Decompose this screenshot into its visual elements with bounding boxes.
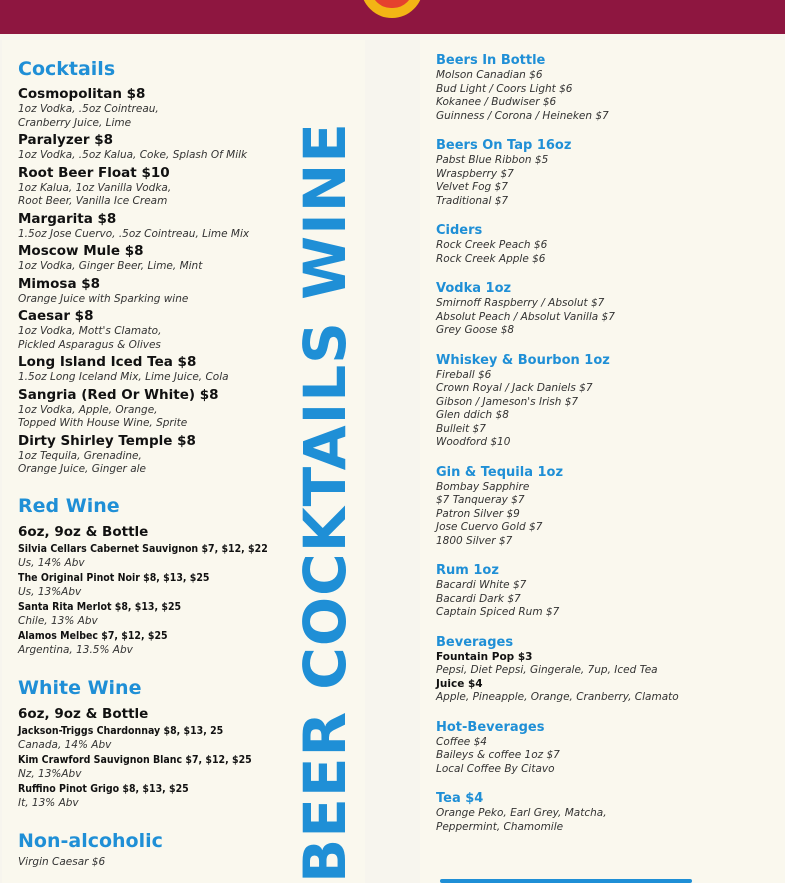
cocktail-item	[18, 211, 288, 242]
wine-name: Jackson-Triggs Chardonnay $8, $13, 25	[18, 724, 224, 737]
cocktail-name: Mimosa $8	[18, 275, 101, 292]
menu-line: $7 Tanqueray $7	[436, 494, 525, 506]
ciders-title: Ciders	[436, 223, 483, 238]
beers-tap-section	[436, 137, 781, 208]
menu-line: Crown Royal / Jack Daniels $7	[436, 382, 593, 394]
menu-line: Coffee $4	[436, 735, 487, 748]
menu-line: Smirnoff Raspberry / Absolut $7	[436, 297, 605, 309]
cocktail-name: Dirty Shirley Temple $8	[18, 432, 196, 449]
cocktail-item	[18, 308, 288, 352]
non-alcoholic-title: Non-alcoholic	[18, 829, 163, 852]
menu-line: Absolut Peach / Absolut Vanilla $7	[436, 310, 615, 323]
menu-line: Grey Goose $8	[436, 324, 515, 336]
juice-desc: Apple, Pineapple, Orange, Cranberry, Clamato	[436, 691, 679, 703]
wine-name: Ruffino Pinot Grigo $8, $13, $25	[18, 782, 189, 795]
red-wine-list	[18, 542, 288, 657]
cocktail-list	[18, 86, 288, 477]
cocktail-desc: Topped With House Wine, Sprite	[18, 417, 188, 429]
menu-line: Peppermint, Chamomile	[436, 820, 564, 833]
cocktail-item	[18, 243, 288, 274]
rum-list	[436, 579, 781, 620]
cocktail-item	[18, 165, 288, 209]
cocktail-name: Long Island Iced Tea $8	[18, 354, 197, 370]
wine-desc: Canada, 14% Abv	[18, 738, 112, 751]
menu-line: Glen ddich $8	[436, 409, 509, 421]
menu-line: Guinness / Corona / Heineken $7	[436, 109, 609, 122]
cocktail-desc: 1.5oz Jose Cuervo, .5oz Cointreau, Lime Mix	[18, 227, 250, 240]
cocktail-name: Caesar $8	[18, 308, 94, 324]
hot-beverages-list	[436, 736, 781, 777]
cocktail-desc: 1oz Vodka, Ginger Beer, Lime, Mint	[18, 260, 203, 272]
fountain-pop-label: Fountain Pop $3	[436, 650, 533, 663]
gin-section	[436, 464, 781, 549]
vertical-title: BEER COCKTAILS WINE	[291, 122, 359, 883]
menu-line: Patron Silver $9	[436, 507, 520, 520]
ciders-section	[436, 222, 781, 266]
cocktail-desc: 1oz Kalua, 1oz Vanilla Vodka,	[18, 181, 172, 194]
red-wine-subhead: 6oz, 9oz & Bottle	[18, 523, 149, 540]
menu-line: Bacardi Dark $7	[436, 592, 521, 605]
menu-line: Bulleit $7	[436, 422, 486, 435]
menu-line: Jose Cuervo Gold $7	[436, 521, 543, 533]
cocktail-desc: 1oz Vodka, .5oz Kalua, Coke, Splash Of Milk	[18, 149, 248, 161]
menu-line: Rock Creek Apple $6	[436, 252, 546, 265]
cocktail-item	[18, 433, 288, 477]
non-alcoholic-item: Virgin Caesar $6	[18, 855, 106, 868]
menu-line: Molson Canadian $6	[436, 69, 543, 81]
wine-name: The Original Pinot Noir $8, $13, $25	[18, 571, 210, 584]
vodka-title: Vodka 1oz	[436, 281, 512, 296]
red-wine-title: Red Wine	[18, 494, 120, 517]
vodka-list	[436, 297, 781, 338]
cocktail-name: Root Beer Float $10	[18, 164, 170, 181]
wine-desc: Us, 13%Abv	[18, 585, 82, 598]
menu-line: Local Coffee By Citavo	[436, 762, 555, 775]
cocktail-name: Margarita $8	[18, 210, 117, 227]
menu-line: Pabst Blue Ribbon $5	[436, 154, 549, 166]
wine-desc: Us, 14% Abv	[18, 556, 85, 569]
beers-bottle-section	[436, 52, 781, 123]
menu-line: Bacardi White $7	[436, 579, 527, 591]
cocktail-desc: Root Beer, Vanilla Ice Cream	[18, 195, 168, 207]
hot-beverages-title: Hot-Beverages	[436, 719, 545, 735]
menu-line: Bud Light / Coors Light $6	[436, 82, 573, 95]
white-wine-section	[18, 675, 288, 810]
cocktail-desc: 1oz Vodka, .5oz Cointreau,	[18, 103, 159, 115]
tea-list	[436, 807, 781, 834]
wine-desc: Chile, 13% Abv	[18, 614, 98, 627]
beers-tap-list	[436, 154, 781, 208]
cocktail-desc: 1.5oz Long Iceland Mix, Lime Juice, Cola	[18, 371, 229, 383]
beers-bottle-list	[436, 69, 781, 123]
wine-desc: It, 13% Abv	[18, 796, 79, 809]
whiskey-title: Whiskey & Bourbon 1oz	[436, 352, 610, 368]
wine-desc: Nz, 13%Abv	[18, 767, 82, 780]
fountain-pop-desc: Pepsi, Diet Pepsi, Gingerale, 7up, Iced Tea	[436, 664, 658, 676]
cocktails-section	[18, 56, 288, 477]
cocktail-desc: 1oz Vodka, Apple, Orange,	[18, 403, 158, 416]
juice-label: Juice $4	[436, 677, 483, 690]
white-wine-list	[18, 724, 288, 810]
wine-name: Kim Crawford Sauvignon Blanc $7, $12, $25	[18, 753, 252, 766]
menu-line: Captain Spiced Rum $7	[436, 606, 560, 618]
rum-title: Rum 1oz	[436, 563, 499, 578]
rum-section	[436, 562, 781, 620]
wine-name: Alamos Melbec $7, $12, $25	[18, 629, 168, 642]
vodka-section	[436, 280, 781, 338]
wine-name: Silvia Cellars Cabernet Sauvignon $7, $12, $22	[18, 542, 268, 555]
menu-line: Wraspberry $7	[436, 167, 514, 180]
menu-line: Velvet Fog $7	[436, 181, 508, 193]
cocktail-item	[18, 354, 288, 385]
wine-desc: Argentina, 13.5% Abv	[18, 643, 133, 656]
tea-section	[436, 790, 781, 834]
beverages-section	[436, 634, 781, 705]
cocktail-name: Paralyzer $8	[18, 132, 113, 148]
menu-line: Orange Peko, Earl Grey, Matcha,	[436, 807, 607, 819]
left-column	[18, 56, 288, 869]
wine-name: Santa Rita Merlot $8, $13, $25	[18, 600, 182, 613]
beers-bottle-title: Beers In Bottle	[436, 53, 546, 68]
cocktails-title: Cocktails	[18, 58, 116, 80]
beers-tap-title: Beers On Tap 16oz	[436, 138, 572, 153]
menu-line: Gibson / Jameson's Irish $7	[436, 395, 579, 408]
menu-line: Woodford $10	[436, 436, 511, 448]
menu-line: Baileys & coffee 1oz $7	[436, 749, 560, 761]
gin-title: Gin & Tequila 1oz	[436, 464, 564, 480]
cocktail-item	[18, 86, 288, 130]
cocktail-name: Sangria (Red Or White) $8	[18, 386, 219, 403]
cocktail-desc: 1oz Tequila, Grenadine,	[18, 449, 142, 462]
white-wine-subhead: 6oz, 9oz & Bottle	[18, 705, 149, 722]
non-alcoholic-section	[18, 828, 288, 870]
menu-line: Rock Creek Peach $6	[436, 239, 548, 251]
menu-line: Kokanee / Budwiser $6	[436, 96, 557, 108]
white-wine-title: White Wine	[18, 676, 142, 699]
menu-line: Fireball $6	[436, 368, 492, 381]
cocktail-name: Cosmopolitan $8	[18, 86, 146, 102]
menu-line: 1800 Silver $7	[436, 534, 513, 547]
cocktail-desc: Orange Juice with Sparking wine	[18, 292, 189, 305]
tea-title: Tea $4	[436, 791, 484, 806]
cocktail-desc: Cranberry Juice, Lime	[18, 116, 132, 129]
hot-beverages-section	[436, 719, 781, 777]
bottom-accent-bar	[440, 879, 692, 883]
menu-line: Bombay Sapphire	[436, 480, 530, 493]
cocktail-desc: Pickled Asparagus & Olives	[18, 338, 161, 351]
beverages-title: Beverages	[436, 634, 514, 650]
gin-list	[436, 481, 781, 549]
cocktail-name: Moscow Mule $8	[18, 243, 144, 259]
cocktail-desc: 1oz Vodka, Mott's Clamato,	[18, 325, 162, 337]
whiskey-section	[436, 352, 781, 450]
menu-line: Traditional $7	[436, 194, 509, 207]
red-wine-section	[18, 493, 288, 657]
cocktail-item	[18, 132, 288, 163]
ciders-list	[436, 239, 781, 266]
cocktail-item	[18, 387, 288, 431]
non-alcoholic-list	[18, 856, 288, 870]
cocktail-item	[18, 276, 288, 307]
right-column	[436, 52, 781, 848]
whiskey-list	[436, 369, 781, 450]
cocktail-desc: Orange Juice, Ginger ale	[18, 463, 147, 475]
